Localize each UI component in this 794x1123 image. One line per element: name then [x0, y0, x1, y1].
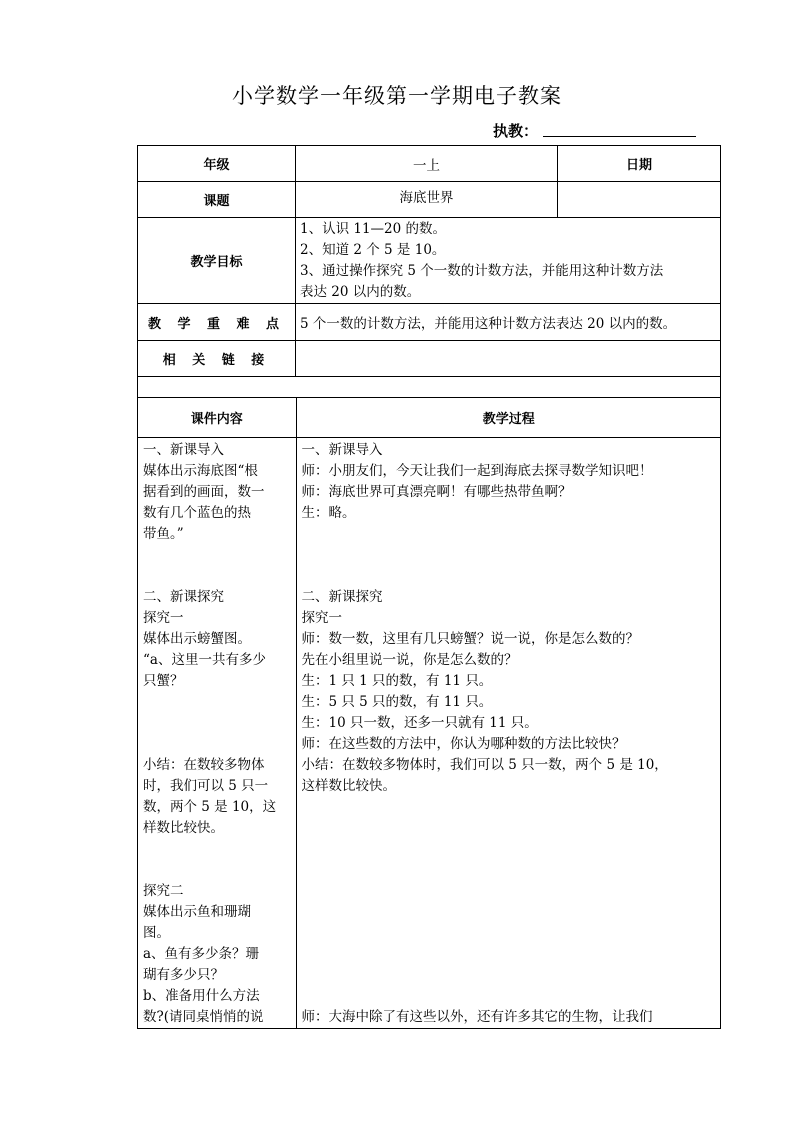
courseware-line: a、鱼有多少条？珊: [143, 945, 260, 962]
page-title: 小学数学一年级第一学期电子教案: [232, 84, 562, 108]
courseware-line: [143, 860, 292, 881]
process-line: 师：大海中除了有这些以外，还有许多其它的生物，让我们: [301, 1008, 653, 1025]
courseware-line: “a、这里一共有多少: [143, 651, 266, 668]
spacer-row: [138, 377, 721, 398]
links-label: 相 关 链 接: [138, 341, 296, 377]
process-line: [302, 881, 718, 902]
process-table: [138, 398, 721, 1028]
process-line: [302, 818, 718, 839]
topic-label: 课题: [138, 182, 296, 218]
date-value: [558, 182, 721, 218]
courseware-line: 媒体出示海底图“根: [143, 462, 258, 479]
process-line: [302, 545, 718, 566]
courseware-line: 数有几个蓝色的热: [143, 504, 251, 521]
process-line: [302, 986, 718, 1007]
process-line: 师：小朋友们，今天让我们一起到海底去探寻数学知识吧！: [301, 462, 653, 479]
courseware-line: 小结：在数较多物体: [143, 756, 265, 773]
links-value: [296, 341, 721, 377]
courseware-line: 数?(请同桌悄悄的说: [143, 1008, 264, 1025]
process-column: [296, 437, 721, 1028]
process-line: [302, 965, 718, 986]
process-line: 探究一: [301, 609, 342, 626]
process-line: 生：略。: [301, 504, 356, 521]
process-line: 小结：在数较多物体时，我们可以 5 只一数，两个 5 是 10，: [301, 756, 668, 773]
grade-value: 一上: [296, 146, 558, 182]
col1-header: 课件内容: [138, 398, 296, 437]
goal-item: 1、认识 11—20 的数。: [300, 221, 447, 237]
courseware-line: 样数比较快。: [143, 819, 224, 836]
goal-item: 2、知道 2 个 5 是 10。: [300, 242, 446, 258]
key-points-row: [138, 304, 721, 341]
process-line: 师：海底世界可真漂亮啊！有哪些热带鱼啊？: [301, 483, 572, 500]
spacer-cell: [138, 377, 721, 398]
process-line: 一、新课导入: [301, 441, 383, 458]
courseware-line: [143, 734, 292, 755]
process-line: [302, 839, 718, 860]
process-line: 这样数比较快。: [301, 777, 396, 794]
process-line: 先在小组里说一说，你是怎么数的？: [301, 651, 518, 668]
process-line: [302, 860, 718, 881]
grade-label: 年级: [138, 146, 296, 182]
goal-item: 表达 20 以内的数。: [300, 284, 421, 300]
process-line: 生：10 只一数，还多一只就有 11 只。: [301, 714, 538, 731]
courseware-line: 探究一: [143, 609, 184, 626]
goals-row: [138, 218, 721, 304]
courseware-line: 一、新课导入: [143, 441, 224, 458]
courseware-line: [143, 839, 292, 860]
courseware-line: [143, 713, 292, 734]
teacher-blank-line: [543, 136, 696, 137]
grade-row: [138, 146, 721, 182]
process-line: [302, 566, 718, 587]
date-label: 日期: [558, 146, 721, 182]
goal-item: 3、通过操作探究 5 个一数的计数方法，并能用这种计数方法: [300, 263, 664, 279]
courseware-column: [138, 437, 296, 1028]
process-line: 师：数一数，这里有几只螃蟹？说一说，你是怎么数的？: [301, 630, 639, 647]
key-points-label: 教 学 重 难 点: [138, 304, 296, 341]
courseware-line: [143, 566, 292, 587]
lesson-plan-table: [137, 145, 721, 1029]
courseware-line: 据看到的画面，数一: [143, 483, 265, 500]
topic-value: 海底世界: [296, 182, 558, 218]
courseware-line: [143, 545, 292, 566]
links-row: [138, 341, 721, 377]
courseware-line: 二、新课探究: [143, 588, 224, 605]
key-points-value: 5 个一数的计数方法，并能用这种计数方法表达 20 以内的数。: [296, 304, 721, 341]
teacher-label: 执教：: [493, 122, 539, 140]
courseware-line: 时，我们可以 5 只一: [143, 777, 269, 794]
process-line: 生：5 只 5 只的数，有 11 只。: [301, 693, 493, 710]
process-line: 师：在这些数的方法中，你认为哪种数的方法比较快？: [301, 735, 626, 752]
courseware-line: 带鱼。”: [143, 525, 184, 542]
goals-label: 教学目标: [138, 218, 296, 304]
courseware-line: 图。: [143, 924, 170, 941]
courseware-line: 瑚有多少只？: [143, 966, 224, 983]
process-line: [302, 923, 718, 944]
topic-row: [138, 182, 721, 218]
process-line: 二、新课探究: [301, 588, 383, 605]
goals-cell: [296, 218, 721, 304]
process-line: [302, 524, 718, 545]
courseware-line: 只蟹？: [143, 672, 184, 689]
process-line: [302, 902, 718, 923]
courseware-line: b、准备用什么方法: [143, 987, 260, 1004]
process-line: 生：1 只 1 只的数，有 11 只。: [301, 672, 493, 689]
courseware-line: 媒体出示鱼和珊瑚: [143, 903, 251, 920]
courseware-line: 数，两个 5 是 10，这: [143, 798, 277, 815]
process-line: [302, 797, 718, 818]
courseware-line: [143, 692, 292, 713]
process-line: [302, 944, 718, 965]
courseware-line: 探究二: [143, 882, 184, 899]
process-row: [138, 398, 721, 1029]
col2-header: 教学过程: [296, 398, 721, 437]
process-cell: [138, 398, 721, 1029]
courseware-line: 媒体出示螃蟹图。: [143, 630, 251, 647]
